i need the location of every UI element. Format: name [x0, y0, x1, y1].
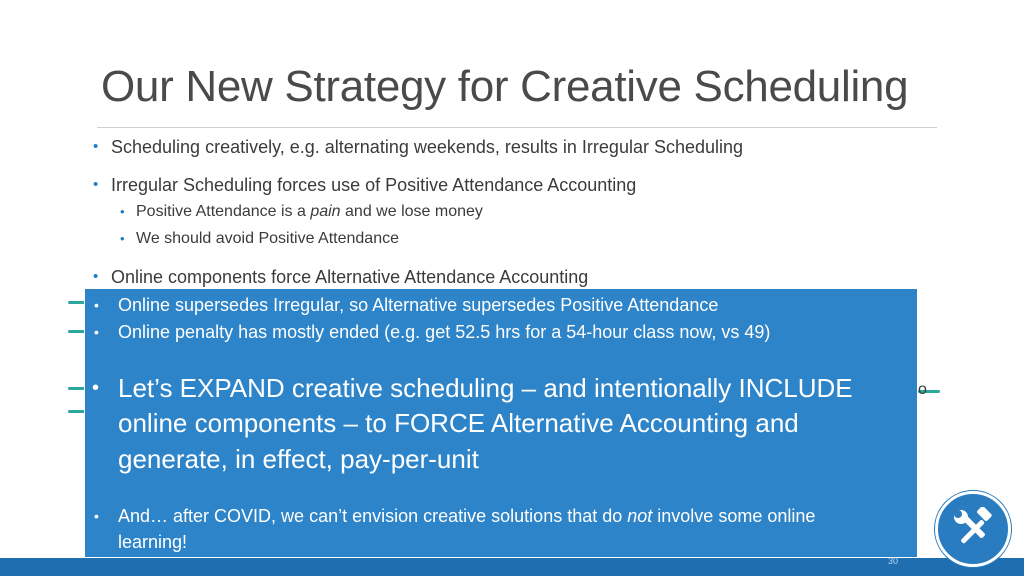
tools-badge[interactable]	[935, 491, 1011, 567]
footer-band	[0, 558, 1024, 576]
title-divider	[97, 127, 937, 128]
bullet-marker: •	[94, 324, 99, 340]
bullet-marker: •	[120, 204, 125, 219]
key-message-line-3: generate, in effect, pay-per-unit	[118, 444, 479, 474]
callout-text-post: involve some online	[652, 506, 816, 526]
bullet-marker: •	[93, 176, 99, 193]
bullet-marker: •	[92, 377, 100, 399]
callout-text: Online penalty has mostly ended (e.g. get 52.5 hrs for a 54-hour class now, vs 49)	[118, 322, 771, 342]
bullet-text: Scheduling creatively, e.g. alternating weekends, results in Irregular Scheduling	[111, 137, 744, 157]
callout-key-message	[92, 373, 853, 404]
obscured-text-fragment: o	[918, 381, 927, 398]
sub-bullet-1	[120, 203, 483, 221]
sub-bullet-2	[120, 230, 399, 248]
bullet-text-pre: Positive Attendance is a	[136, 203, 311, 220]
bullet-marker: •	[93, 138, 99, 155]
callout-text: Online supersedes Irregular, so Alternative supersedes Positive Attendance	[118, 295, 719, 315]
bullet-text: Irregular Scheduling forces use of Positive Attendance Accounting	[111, 175, 637, 195]
callout-text-emphasis: not	[627, 506, 653, 526]
bullet-marker: •	[94, 508, 99, 524]
bullet-marker: •	[94, 297, 99, 313]
tools-icon	[951, 507, 995, 551]
bullet-marker: •	[120, 231, 125, 246]
bullet-text: Online components force Alternative Attendance Accounting	[111, 267, 589, 287]
slide-title: Our New Strategy for Creative Scheduling	[101, 62, 909, 111]
bullet-2	[93, 175, 637, 196]
key-message-line-1: Let’s EXPAND creative scheduling – and intentionally INCLUDE	[118, 373, 853, 403]
callout-bullet-3-line-2: learning!	[118, 532, 188, 552]
callout-bullet-2	[94, 322, 771, 343]
bullet-3	[93, 267, 589, 288]
bullet-text: We should avoid Positive Attendance	[136, 230, 399, 247]
page-number: 30	[888, 556, 899, 566]
bullet-marker: •	[93, 268, 99, 285]
callout-bullet-3	[94, 506, 816, 527]
key-message-line-2: online components – to FORCE Alternative Accounting and	[118, 408, 799, 438]
bullet-1	[93, 137, 744, 158]
callout-bullet-1	[94, 295, 719, 316]
bullet-text-emphasis: pain	[310, 203, 341, 220]
callout-box	[84, 288, 918, 558]
bullet-text-post: and we lose money	[340, 203, 483, 220]
callout-text-pre: And… after COVID, we can’t envision creative solutions that do	[118, 506, 628, 526]
